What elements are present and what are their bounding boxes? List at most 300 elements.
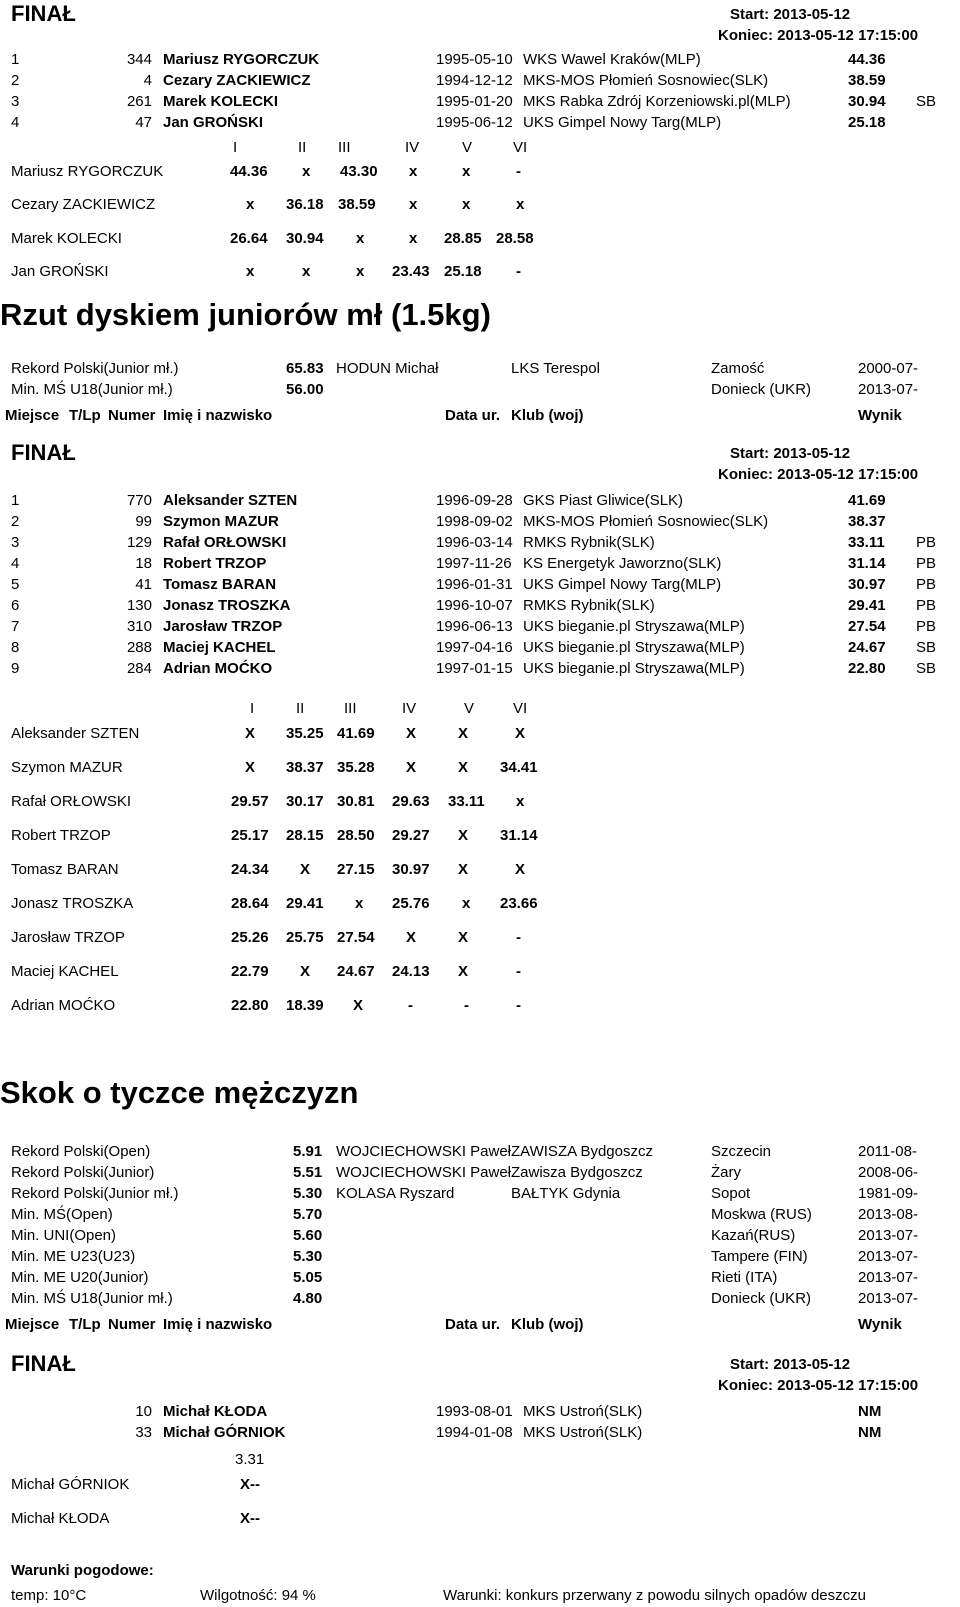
result: 24.67: [848, 639, 886, 656]
place: 2: [11, 72, 20, 89]
series-athlete: Robert TRZOP: [11, 827, 111, 844]
result: 30.97: [848, 576, 886, 593]
bib: 33: [135, 1424, 152, 1441]
record-row: [0, 1268, 960, 1289]
record-club: BAŁTYK Gdynia: [511, 1185, 621, 1202]
record-value: 5.30: [293, 1248, 323, 1265]
result-row: [0, 1402, 960, 1423]
weather-temp: temp: 10°C: [11, 1587, 87, 1604]
result-row: [0, 1423, 960, 1444]
series-row: [0, 162, 960, 184]
col-club: Klub (woj): [511, 407, 584, 424]
place: 1: [11, 492, 20, 509]
place: 2: [11, 513, 20, 530]
series-row: [0, 724, 960, 746]
record-row: [0, 1184, 960, 1205]
series-athlete: Jonasz TROSZKA: [11, 895, 134, 912]
place: 5: [11, 576, 20, 593]
series-row: [0, 962, 960, 984]
attempt: 38.59: [338, 196, 376, 213]
athlete-name: Michał KŁODA: [163, 1403, 268, 1420]
record-label: Min. MŚ U18(Junior mł.): [11, 1290, 173, 1307]
attempt: 41.69: [337, 725, 375, 742]
attempt: x: [246, 263, 255, 280]
weather-humidity: Wilgotność: 94 %: [200, 1587, 316, 1604]
result-row: [0, 659, 960, 680]
attempt: 18.39: [286, 997, 324, 1014]
birth-date: 1994-12-12: [436, 72, 513, 89]
record-place: Donieck (UKR): [711, 1290, 812, 1307]
club: WKS Wawel Kraków(MLP): [523, 51, 701, 68]
col-bib: Numer: [108, 407, 156, 424]
attempt: 29.57: [231, 793, 269, 810]
attempt: X: [458, 929, 469, 946]
record-date: 2013-07-: [858, 381, 919, 398]
record-row: [0, 1247, 960, 1268]
record-label: Min. UNI(Open): [11, 1227, 117, 1244]
bib: 288: [126, 639, 152, 656]
attempt: 27.54: [337, 929, 375, 946]
athlete-name: Aleksander SZTEN: [163, 492, 298, 509]
athlete-name: Maciej KACHEL: [163, 639, 276, 656]
result-row: [0, 92, 960, 113]
event-title: Skok o tyczce mężczyzn: [0, 1075, 359, 1110]
series-athlete: Maciej KACHEL: [11, 963, 119, 980]
record-club: LKS Terespol: [511, 360, 600, 377]
record-place: Donieck (UKR): [711, 381, 812, 398]
attempt: 24.13: [392, 963, 430, 980]
attempt: X: [406, 759, 417, 776]
record-place: Moskwa (RUS): [711, 1206, 812, 1223]
result: 22.80: [848, 660, 886, 677]
series-athlete: Marek KOLECKI: [11, 230, 122, 247]
attempt: 28.85: [444, 230, 482, 247]
record-place: Kazań(RUS): [711, 1227, 796, 1244]
attempt: X: [458, 963, 469, 980]
record-note: SB: [916, 93, 937, 110]
attempt: -: [516, 929, 521, 946]
record-value: 5.51: [293, 1164, 323, 1181]
record-place: Zamość: [711, 360, 765, 377]
attempt: x: [409, 196, 418, 213]
athlete-name: Tomasz BARAN: [163, 576, 277, 593]
place: 4: [11, 114, 20, 131]
record-label: Min. ME U20(Junior): [11, 1269, 149, 1286]
record-value: 5.30: [293, 1185, 323, 1202]
birth-date: 1997-11-26: [436, 555, 512, 572]
result: 41.69: [848, 492, 886, 509]
series-athlete: Jarosław TRZOP: [11, 929, 125, 946]
birth-date: 1996-10-07: [436, 597, 513, 614]
attempt: x: [462, 163, 471, 180]
result: NM: [858, 1424, 882, 1441]
record-value: 5.91: [293, 1143, 323, 1160]
result: 25.18: [848, 114, 886, 131]
result: 31.14: [848, 555, 886, 572]
attempt: 29.27: [392, 827, 430, 844]
series-athlete: Adrian MOĆKO: [11, 997, 116, 1014]
record-row: [0, 359, 960, 380]
attempt: X: [458, 827, 469, 844]
attempt: 29.63: [392, 793, 430, 810]
attempt: -: [516, 997, 521, 1014]
record-row: [0, 1163, 960, 1184]
series-athlete: Michał GÓRNIOK: [11, 1476, 130, 1493]
attempt: x: [516, 196, 525, 213]
record-holder: KOLASA Ryszard: [336, 1185, 455, 1202]
bib: 129: [126, 534, 152, 551]
place: 3: [11, 93, 20, 110]
weather-conditions: Warunki: konkurs przerwany z powodu silnych opadów deszczu: [443, 1587, 866, 1604]
birth-date: 1997-04-16: [436, 639, 513, 656]
series-athlete: Mariusz RYGORCZUK: [11, 163, 164, 180]
record-holder: HODUN Michał: [336, 360, 439, 377]
club: KS Energetyk Jaworzno(SLK): [523, 555, 722, 572]
attempt-header: II: [296, 700, 305, 717]
record-value: 5.60: [293, 1227, 323, 1244]
end-time: Koniec: 2013-05-12 17:15:00: [718, 27, 919, 44]
col-place: Miejsce: [5, 1316, 60, 1333]
result: 29.41: [848, 597, 886, 614]
col-club: Klub (woj): [511, 1316, 584, 1333]
attempt-header: II: [298, 139, 307, 156]
result: 30.94: [848, 93, 886, 110]
club: MKS Ustroń(SLK): [523, 1424, 643, 1441]
place: 1: [11, 51, 20, 68]
birth-date: 1998-09-02: [436, 513, 513, 530]
col-name: Imię i nazwisko: [163, 1316, 273, 1333]
attempt: X: [515, 861, 526, 878]
record-note: PB: [916, 534, 937, 551]
record-value: 65.83: [286, 360, 324, 377]
col-dob: Data ur.: [445, 407, 501, 424]
attempt: x: [302, 263, 311, 280]
bib: 41: [135, 576, 152, 593]
attempt: 30.17: [286, 793, 324, 810]
record-value: 56.00: [286, 381, 324, 398]
record-place: Żary: [711, 1164, 741, 1181]
club: RMKS Rybnik(SLK): [523, 534, 655, 551]
series-row: [0, 758, 960, 780]
series-row: [0, 229, 960, 251]
athlete-name: Marek KOLECKI: [163, 93, 279, 110]
result-row: [0, 596, 960, 617]
record-label: Rekord Polski(Junior mł.): [11, 360, 179, 377]
attempt-header: V: [462, 139, 473, 156]
place: 8: [11, 639, 20, 656]
record-date: 2013-08-: [858, 1206, 919, 1223]
club: UKS Gimpel Nowy Targ(MLP): [523, 576, 722, 593]
result: 33.11: [848, 534, 885, 551]
attempt: 30.94: [286, 230, 324, 247]
record-club: Zawisza Bydgoszcz: [511, 1164, 643, 1181]
attempt: X: [406, 725, 417, 742]
bib: 344: [126, 51, 152, 68]
attempt: 31.14: [500, 827, 538, 844]
record-date: 2008-06-: [858, 1164, 919, 1181]
attempt: -: [464, 997, 469, 1014]
attempt: 25.18: [444, 263, 482, 280]
birth-date: 1996-06-13: [436, 618, 513, 635]
record-value: 5.05: [293, 1269, 323, 1286]
attempt: -: [516, 263, 521, 280]
attempt-header: VI: [513, 139, 528, 156]
attempt-header: III: [338, 139, 351, 156]
attempt: 22.80: [231, 997, 269, 1014]
athlete-name: Michał GÓRNIOK: [163, 1424, 286, 1441]
series-row: [0, 826, 960, 848]
result-row: [0, 113, 960, 134]
attempt: X: [406, 929, 417, 946]
attempt: X: [245, 725, 256, 742]
series-row: [0, 1475, 960, 1497]
result-row: [0, 617, 960, 638]
club: MKS-MOS Płomień Sosnowiec(SLK): [523, 513, 769, 530]
birth-date: 1993-08-01: [436, 1403, 513, 1420]
column-header-row: [0, 406, 960, 427]
attempt: x: [462, 196, 471, 213]
attempt: x: [516, 793, 525, 810]
result-row: [0, 554, 960, 575]
col-bib: Numer: [108, 1316, 156, 1333]
club: UKS bieganie.pl Stryszawa(MLP): [523, 618, 745, 635]
attempt: 38.37: [286, 759, 324, 776]
birth-date: 1996-09-28: [436, 492, 513, 509]
record-place: Szczecin: [711, 1143, 772, 1160]
record-row: [0, 1289, 960, 1310]
attempt: 34.41: [500, 759, 538, 776]
attempt: 43.30: [340, 163, 378, 180]
attempt-header: I: [250, 700, 255, 717]
attempt-header: VI: [513, 700, 528, 717]
attempt-header: III: [344, 700, 357, 717]
attempt-header: IV: [405, 139, 420, 156]
attempt: 28.50: [337, 827, 375, 844]
athlete-name: Jonasz TROSZKA: [163, 597, 291, 614]
athlete-name: Rafał ORŁOWSKI: [163, 534, 287, 551]
col-name: Imię i nazwisko: [163, 407, 273, 424]
athlete-name: Mariusz RYGORCZUK: [163, 51, 320, 68]
attempt: x: [356, 230, 365, 247]
athlete-name: Jarosław TRZOP: [163, 618, 283, 635]
attempt-header: V: [464, 700, 475, 717]
attempt: 30.97: [392, 861, 430, 878]
result-row: [0, 491, 960, 512]
series-row: [0, 894, 960, 916]
record-club: ZAWISZA Bydgoszcz: [511, 1143, 653, 1160]
place: 9: [11, 660, 20, 677]
series-row: [0, 262, 960, 284]
birth-date: 1994-01-08: [436, 1424, 513, 1441]
record-row: [0, 1205, 960, 1226]
attempt: X--: [240, 1476, 260, 1493]
attempt: 24.34: [231, 861, 269, 878]
series-athlete: Cezary ZACKIEWICZ: [11, 196, 156, 213]
series-row: [0, 996, 960, 1018]
series-row: [0, 195, 960, 217]
record-date: 2013-07-: [858, 1290, 919, 1307]
attempt: x: [409, 163, 418, 180]
place: 6: [11, 597, 20, 614]
attempt: X--: [240, 1510, 260, 1527]
club: GKS Piast Gliwice(SLK): [523, 492, 684, 509]
record-note: PB: [916, 555, 937, 572]
bib: 284: [126, 660, 152, 677]
attempt: -: [408, 997, 413, 1014]
start-time: Start: 2013-05-12: [730, 6, 851, 23]
series-row: [0, 792, 960, 814]
record-date: 2000-07-: [858, 360, 919, 377]
bar-height: 3.31: [235, 1451, 265, 1468]
attempt: x: [246, 196, 255, 213]
record-label: Min. MŚ U18(Junior mł.): [11, 381, 173, 398]
bib: 261: [126, 93, 152, 110]
attempt: x: [462, 895, 471, 912]
place: 3: [11, 534, 20, 551]
attempt-header: I: [233, 139, 238, 156]
birth-date: 1995-06-12: [436, 114, 513, 131]
col-result: Wynik: [858, 1316, 902, 1333]
attempt: 35.25: [286, 725, 324, 742]
attempt: x: [302, 163, 311, 180]
club: UKS bieganie.pl Stryszawa(MLP): [523, 639, 745, 656]
attempt: X: [300, 963, 311, 980]
attempt: X: [458, 861, 469, 878]
record-date: 2013-07-: [858, 1227, 919, 1244]
record-row: [0, 380, 960, 401]
record-label: Min. ME U23(U23): [11, 1248, 136, 1265]
place: 7: [11, 618, 20, 635]
record-note: PB: [916, 576, 937, 593]
end-time: Koniec: 2013-05-12 17:15:00: [718, 1377, 919, 1394]
series-athlete: Tomasz BARAN: [11, 861, 119, 878]
attempt-header-row: [0, 699, 960, 721]
record-date: 2011-08-: [858, 1143, 917, 1160]
record-date: 1981-09-: [858, 1185, 919, 1202]
athlete-name: Cezary ZACKIEWICZ: [163, 72, 311, 89]
record-note: SB: [916, 660, 937, 677]
attempt: X: [458, 759, 469, 776]
event-title: Rzut dyskiem juniorów mł (1.5kg): [0, 297, 491, 332]
attempt: X: [515, 725, 526, 742]
birth-date: 1995-05-10: [436, 51, 513, 68]
attempt-header-row: [0, 138, 960, 160]
bib: 18: [135, 555, 152, 572]
attempt: 26.64: [230, 230, 268, 247]
attempt: 22.79: [231, 963, 269, 980]
col-place: Miejsce: [5, 407, 60, 424]
record-holder: WOJCIECHOWSKI Paweł: [336, 1164, 512, 1181]
attempt: X: [353, 997, 364, 1014]
record-date: 2013-07-: [858, 1269, 919, 1286]
club: MKS Rabka Zdrój Korzeniowski.pl(MLP): [523, 93, 791, 110]
attempt: 36.18: [286, 196, 324, 213]
place: 4: [11, 555, 20, 572]
attempt: 25.75: [286, 929, 324, 946]
record-row: [0, 1226, 960, 1247]
club: UKS bieganie.pl Stryszawa(MLP): [523, 660, 745, 677]
athlete-name: Szymon MAZUR: [163, 513, 279, 530]
series-athlete: Szymon MAZUR: [11, 759, 123, 776]
bib: 99: [135, 513, 152, 530]
birth-date: 1996-01-31: [436, 576, 513, 593]
result-row: [0, 512, 960, 533]
record-label: Rekord Polski(Open): [11, 1143, 151, 1160]
attempt: -: [516, 163, 521, 180]
athlete-name: Jan GROŃSKI: [163, 114, 264, 131]
record-note: SB: [916, 639, 937, 656]
bib: 10: [135, 1403, 152, 1420]
result-row: [0, 50, 960, 71]
attempt: X: [300, 861, 311, 878]
attempt: 44.36: [230, 163, 268, 180]
club: MKS-MOS Płomień Sosnowiec(SLK): [523, 72, 769, 89]
column-header-row: [0, 1315, 960, 1336]
attempt: x: [409, 230, 418, 247]
final-heading: FINAŁ: [11, 1351, 76, 1376]
bib: 4: [143, 72, 152, 89]
result-row: [0, 533, 960, 554]
record-place: Rieti (ITA): [711, 1269, 778, 1286]
start-time: Start: 2013-05-12: [730, 1356, 851, 1373]
birth-date: 1997-01-15: [436, 660, 513, 677]
series-athlete: Aleksander SZTEN: [11, 725, 140, 742]
record-value: 4.80: [293, 1290, 323, 1307]
record-note: PB: [916, 618, 937, 635]
final-heading: FINAŁ: [11, 1, 76, 26]
series-athlete: Michał KŁODA: [11, 1510, 110, 1527]
series-row: [0, 860, 960, 882]
attempt: 25.26: [231, 929, 269, 946]
attempt-header: IV: [402, 700, 417, 717]
record-date: 2013-07-: [858, 1248, 919, 1265]
attempt: 23.66: [500, 895, 538, 912]
bib: 47: [135, 114, 152, 131]
start-time: Start: 2013-05-12: [730, 445, 851, 462]
final-heading: FINAŁ: [11, 440, 76, 465]
bib: 130: [126, 597, 152, 614]
result: 38.59: [848, 72, 886, 89]
result: 27.54: [848, 618, 886, 635]
series-athlete: Jan GROŃSKI: [11, 263, 109, 280]
birth-date: 1995-01-20: [436, 93, 513, 110]
attempt: x: [356, 263, 365, 280]
attempt: 30.81: [337, 793, 375, 810]
attempt: 28.64: [231, 895, 269, 912]
result: 44.36: [848, 51, 886, 68]
attempt: X: [245, 759, 256, 776]
attempt: 28.58: [496, 230, 534, 247]
club: MKS Ustroń(SLK): [523, 1403, 643, 1420]
record-place: Sopot: [711, 1185, 751, 1202]
attempt: 24.67: [337, 963, 375, 980]
athlete-name: Robert TRZOP: [163, 555, 267, 572]
end-time: Koniec: 2013-05-12 17:15:00: [718, 466, 919, 483]
record-place: Tampere (FIN): [711, 1248, 808, 1265]
record-holder: WOJCIECHOWSKI Paweł: [336, 1143, 512, 1160]
attempt: 25.17: [231, 827, 269, 844]
attempt: 28.15: [286, 827, 324, 844]
club: UKS Gimpel Nowy Targ(MLP): [523, 114, 722, 131]
series-row: [0, 1509, 960, 1531]
attempt: 33.11: [448, 793, 485, 810]
series-athlete: Rafał ORŁOWSKI: [11, 793, 132, 810]
result: 38.37: [848, 513, 886, 530]
result: NM: [858, 1403, 882, 1420]
col-lp: T/Lp: [69, 1316, 101, 1333]
attempt: 25.76: [392, 895, 430, 912]
record-label: Rekord Polski(Junior mł.): [11, 1185, 179, 1202]
